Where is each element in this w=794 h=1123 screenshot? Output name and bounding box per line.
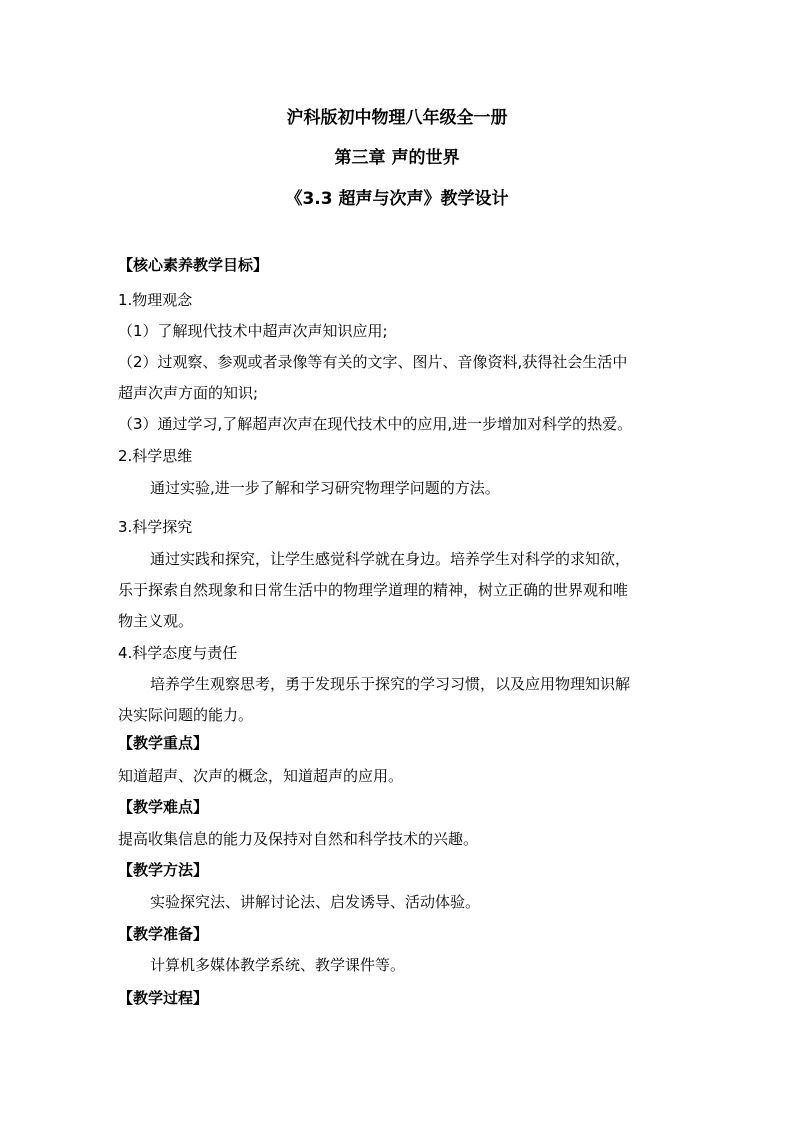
- scientific-inquiry-label: 3.科学探究: [118, 518, 193, 536]
- scientific-thinking-label: 2.科学思维: [118, 447, 193, 465]
- core-goals-heading: 【核心素养教学目标】: [118, 256, 269, 274]
- lesson-title: 《3.3 超声与次声》教学设计: [285, 189, 509, 209]
- preparation-heading: 【教学准备】: [118, 925, 209, 943]
- physics-concept-item-2-line-1: （2）过观察、参观或者录像等有关的文字、图片、音像资料,获得社会生活中: [118, 353, 628, 371]
- document-title: 沪科版初中物理八年级全一册: [286, 108, 508, 128]
- physics-concept-item-3: （3）通过学习,了解超声次声在现代技术中的应用,进一步增加对科学的热爱。: [118, 415, 633, 433]
- scientific-inquiry-line-3: 物主义观。: [118, 612, 194, 630]
- difficulties-text: 提高收集信息的能力及保持对自然和科学技术的兴趣。: [118, 830, 479, 848]
- difficulties-heading: 【教学难点】: [118, 798, 209, 816]
- scientific-inquiry-line-2: 乐于探索自然现象和日常生活中的物理学道理的精神，树立正确的世界观和唯: [118, 581, 629, 599]
- methods-heading: 【教学方法】: [118, 861, 209, 879]
- attitude-label: 4.科学态度与责任: [118, 644, 238, 662]
- process-heading: 【教学过程】: [118, 989, 209, 1007]
- attitude-line-2: 决实际问题的能力。: [118, 706, 254, 724]
- physics-concept-label: 1.物理观念: [118, 291, 193, 309]
- physics-concept-item-1: （1）了解现代技术中超声次声知识应用;: [118, 322, 388, 340]
- attitude-line-1: 培养学生观察思考，勇于发现乐于探究的学习习惯，以及应用物理知识解: [150, 675, 631, 693]
- key-points-text: 知道超声、次声的概念，知道超声的应用。: [118, 767, 404, 785]
- scientific-inquiry-line-1: 通过实践和探究，让学生感觉科学就在身边。培养学生对科学的求知欲，: [150, 550, 631, 568]
- chapter-title: 第三章 声的世界: [334, 148, 460, 168]
- preparation-text: 计算机多媒体教学系统、教学课件等。: [150, 956, 406, 974]
- scientific-thinking-text: 通过实验,进一步了解和学习研究物理学问题的方法。: [150, 479, 500, 497]
- methods-text: 实验探究法、讲解讨论法、启发诱导、活动体验。: [150, 893, 481, 911]
- physics-concept-item-2-line-2: 超声次声方面的知识;: [118, 384, 259, 402]
- key-points-heading: 【教学重点】: [118, 734, 209, 752]
